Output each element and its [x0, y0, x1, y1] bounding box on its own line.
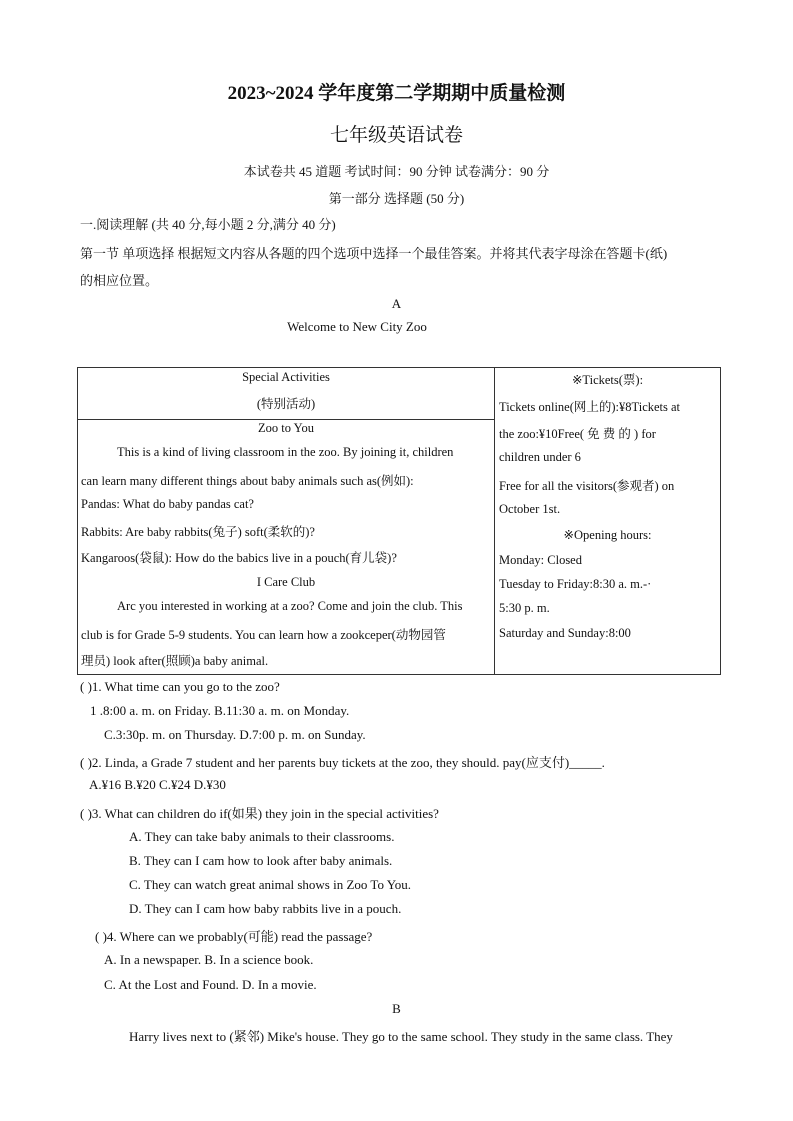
special-activities-header-cn: (特别活动) — [256, 397, 316, 411]
tickets-line: October 1st. — [499, 502, 561, 516]
question-4-options-cd: C. At the Lost and Found. D. In a movie. — [104, 977, 317, 992]
question-2-options: A.¥16 B.¥20 C.¥24 D.¥30 — [89, 777, 226, 792]
zoo-to-you-line: Pandas: What do baby pandas cat? — [81, 497, 254, 511]
tickets-line: children under 6 — [499, 450, 581, 464]
question-3: ( )3. What can children do if(如果) they join in the special activities? — [80, 806, 439, 821]
question-3-option-d: D. They can I cam how baby rabbits live in a pouch. — [129, 901, 402, 916]
tickets-heading: ※Tickets(票): — [571, 373, 644, 387]
passage-b-label: B — [392, 1001, 401, 1016]
exam-info: 本试卷共 45 道题 考试时间：90 分钟 试卷满分：90 分 — [243, 164, 550, 179]
zoo-to-you-line: Kangaroos(袋鼠): How do the babics live in a pouch(育儿袋)? — [81, 551, 397, 565]
opening-hours-line: 5:30 p. m. — [499, 601, 550, 615]
section-instruction-1: 第一节 单项选择 根据短文内容从各题的四个选项中选择一个最佳答案。并将其代表字母涂在答题卡(纸) — [80, 246, 668, 261]
section-instruction-2: 的相应位置。 — [80, 273, 159, 288]
club-line: 理员) look after(照顾)a baby animal. — [81, 654, 269, 668]
i-care-club-title: I Care Club — [256, 575, 316, 589]
question-1-options-cd: C.3:30p. m. on Thursday. D.7:00 p. m. on Sunday. — [104, 727, 366, 742]
question-3-option-c: C. They can watch great animal shows in Zoo To You. — [129, 877, 412, 892]
tickets-line: Free for all the visitors(参观者) on — [499, 479, 675, 493]
question-2: ( )2. Linda, a Grade 7 student and her parents buy tickets at the zoo, they should. pay(应支付)_____. — [80, 755, 605, 770]
passage-a-label: A — [391, 296, 402, 311]
question-4-options-ab: A. In a newspaper. B. In a science book. — [104, 952, 314, 967]
club-line: club is for Grade 5-9 students. You can learn how a zookceper(动物园管 — [81, 628, 446, 642]
zoo-to-you-line: This is a kind of living classroom in the zoo. By joining it, children — [117, 445, 454, 459]
opening-hours-line: Monday: Closed — [499, 553, 582, 567]
exam-subtitle: 七年级英语试卷 — [329, 125, 463, 146]
question-3-option-a: A. They can take baby animals to their classrooms. — [129, 829, 395, 844]
question-1-options-ab: 1 .8:00 a. m. on Friday. B.11:30 a. m. on Monday. — [90, 703, 350, 718]
tickets-line: Tickets online(网上的):¥8Tickets at — [499, 400, 681, 414]
table-row-divider — [78, 419, 494, 420]
exam-title: 2023~2024 学年度第二学期期中质量检测 — [227, 83, 566, 104]
special-activities-header: Special Activities — [242, 370, 330, 384]
zoo-to-you-line: Rabbits: Are baby rabbits(兔子) soft(柔软的)? — [81, 525, 315, 539]
opening-hours-line: Saturday and Sunday:8:00 — [499, 626, 631, 640]
question-4: ( )4. Where can we probably(可能) read the passage? — [95, 929, 373, 944]
question-1: ( )1. What time can you go to the zoo? — [80, 679, 280, 694]
table-column-divider — [494, 368, 495, 674]
opening-hours-line: Tuesday to Friday:8:30 a. m.-· — [499, 577, 652, 591]
tickets-line: the zoo:¥10Free( 免 费 的 ) for — [499, 427, 656, 441]
passage-b-line: Harry lives next to (紧邻) Mike's house. They go to the same school. They study in the same class. They — [129, 1029, 673, 1044]
passage-a-title: Welcome to New City Zoo — [287, 319, 427, 334]
part-one-heading: 第一部分 选择题 (50 分) — [328, 191, 465, 206]
opening-hours-heading: ※Opening hours: — [563, 528, 652, 542]
section-heading: 一.阅读理解 (共 40 分,每小题 2 分,满分 40 分) — [80, 217, 336, 232]
zoo-info-table — [77, 367, 721, 675]
question-3-option-b: B. They can I cam how to look after baby animals. — [129, 853, 393, 868]
zoo-to-you-title: Zoo to You — [258, 421, 314, 435]
zoo-to-you-line: can learn many different things about baby animals such as(例如): — [81, 474, 414, 488]
club-line: Arc you interested in working at a zoo? Come and join the club. This — [117, 599, 463, 613]
